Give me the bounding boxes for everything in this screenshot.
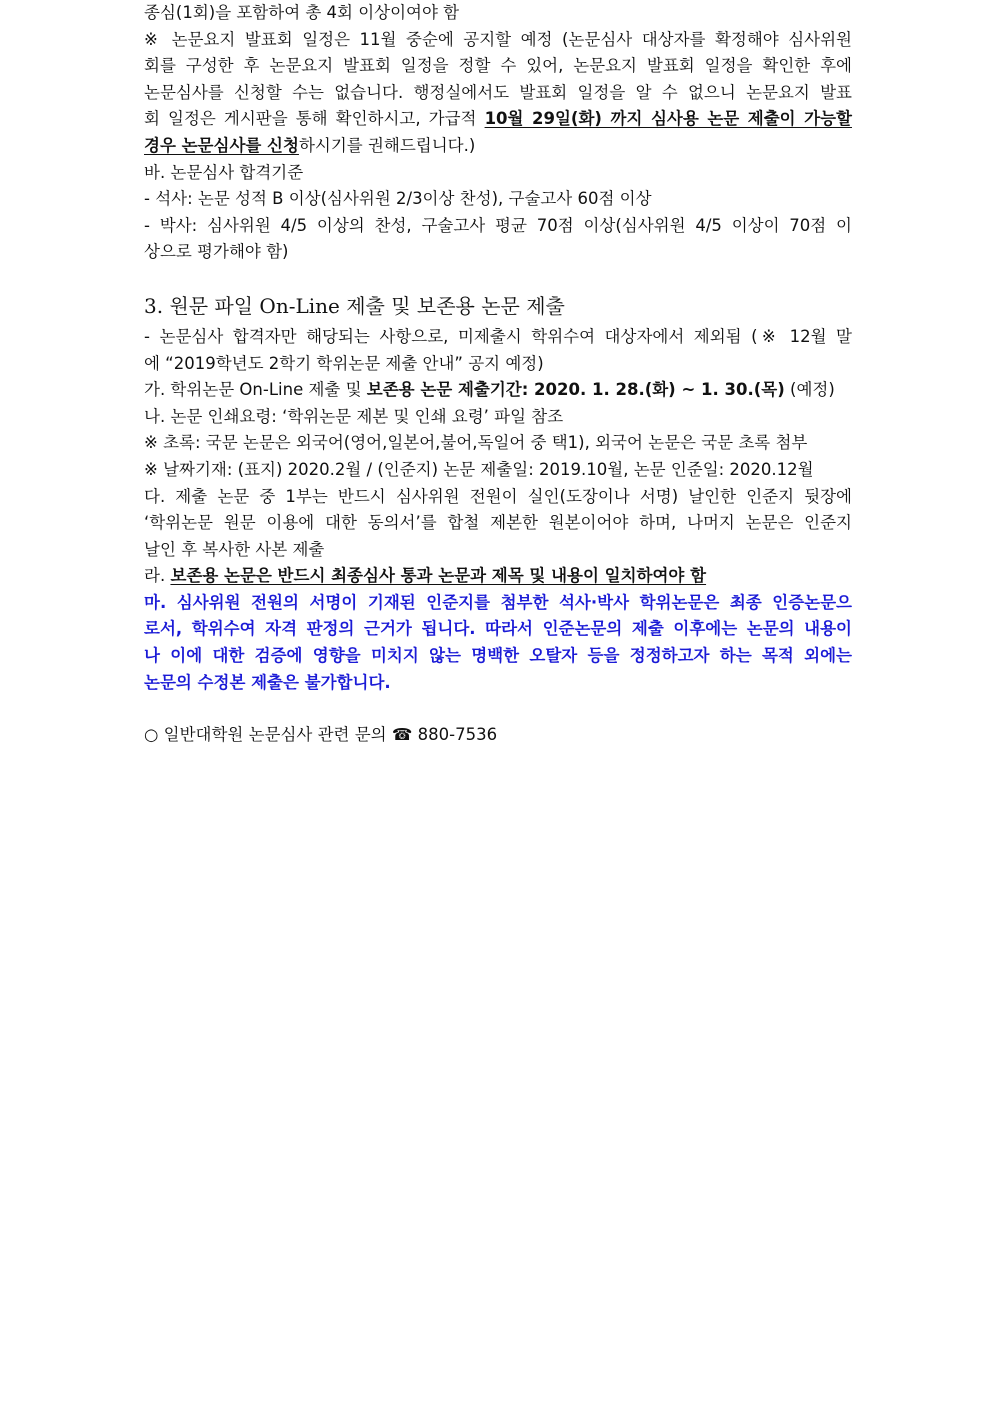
section-3-title: 3. 원문 파일 On-Line 제출 및 보존용 논문 제출 <box>144 293 565 318</box>
text-line-5-pre: 회 일정은 게시판을 통해 확인하시고, 가급적 <box>144 109 485 129</box>
text-line-4: 논문심사를 신청할 수는 없습니다. 행정실에서도 발표회 일정을 알 수 없으니 논문요지 발표 <box>144 82 852 102</box>
text-line-6-post: 하시기를 권해드립니다.) <box>298 135 476 155</box>
spacer <box>144 696 852 722</box>
doctor-criteria: - 박사: 심사위원 4/5 이상의 찬성, 구술고사 평균 70점 이상(심사위원 4/5 이상이 70점 이 <box>144 215 852 235</box>
document-page <box>144 0 852 749</box>
contact-phone: 880-7536 <box>412 725 498 745</box>
text-line-1: 종심(1회)을 포함하여 총 4회 이상이여야 함 <box>144 3 460 22</box>
master-criteria: - 석사: 논문 성적 B 이상(심사위원 2/3이상 찬성), 구술고사 60점 이상 <box>144 189 652 209</box>
apply-emphasis: 경우 논문심사를 신청 <box>144 135 299 155</box>
submission-period <box>144 377 852 404</box>
preservation-note <box>144 563 852 590</box>
contact-text: 일반대학원 논문심사 관련 문의 <box>158 725 392 745</box>
print-guide: 나. 논문 인쇄요령: ‘학위논문 제본 및 인쇄 요령’ 파일 참조 <box>144 406 564 426</box>
submission-period-label: 가. 학위논문 On-Line 제출 및 <box>144 380 367 400</box>
copy-note-1: 다. 제출 논문 중 1부는 반드시 심사위원 전원이 실인(도장이나 서명) 날인한 인준지 뒷장에 <box>144 486 852 506</box>
text-line-3: 회를 구성한 후 논문요지 발표회 일정을 정할 수 있어, 논문요지 발표회 일정을 확인한 후에 <box>144 56 852 76</box>
contact-line <box>144 722 852 749</box>
copy-note-2: ‘학위논문 원문 이용에 대한 동의서’를 합철 제본한 원본이어야 하며, 나머지 논문은 인준지 <box>144 513 852 533</box>
certification-note-3: 나 이에 대한 검증에 영향을 미치지 않는 명백한 오탈자 등을 정정하고자 하는 목적 외에는 <box>144 646 852 666</box>
text-line-2: ※ 논문요지 발표회 일정은 11월 중순에 공지할 예정 (논문심사 대상자를 확정해야 심사위원 <box>144 29 852 49</box>
certification-note-4: 논문의 수정본 제출은 불가합니다. <box>144 672 391 692</box>
doctor-criteria-cont: 상으로 평가해야 함) <box>144 242 289 262</box>
submission-period-note: (예정) <box>784 380 835 400</box>
phone-icon: ☎ <box>391 725 413 745</box>
certification-note-1: 마. 심사위원 전원의 서명이 기재된 인준지를 첨부한 석사·박사 학위논문은 최종 인증논문으 <box>144 592 852 612</box>
section-3-intro-1: - 논문심사 합격자만 해당되는 사항으로, 미제출시 학위수여 대상자에서 제외됨 (※ 12월 말 <box>144 326 852 346</box>
circle-bullet-icon: ○ <box>144 725 159 745</box>
submission-period-dates: 보존용 논문 제출기간: 2020. 1. 28.(화) ~ 1. 30.(목) <box>366 380 785 400</box>
section-3-intro-2: 에 “2019학년도 2학기 학위논문 제출 안내” 공지 예정) <box>144 353 544 373</box>
deadline-emphasis: 10월 29일(화) 까지 심사용 논문 제출이 가능할 <box>484 109 852 129</box>
certification-note-2: 로서, 학위수여 자격 판정의 근거가 됩니다. 따라서 인준논문의 제출 이후에는 논문의 내용이 <box>144 619 852 639</box>
preservation-emphasis: 보존용 논문은 반드시 최종심사 통과 논문과 제목 및 내용이 일치하여야 함 <box>170 566 707 586</box>
copy-note-3: 날인 후 복사한 사본 제출 <box>144 539 325 559</box>
pass-criteria-heading: 바. 논문심사 합격기준 <box>144 162 304 182</box>
date-note: ※ 날짜기재: (표지) 2020.2월 / (인준지) 논문 제출일: 2019.10월, 논문 인준일: 2020.12월 <box>144 459 814 479</box>
preservation-note-label: 라. <box>144 566 171 586</box>
text-line-6 <box>144 133 852 160</box>
abstract-note: ※ 초록: 국문 논문은 외국어(영어,일본어,불어,독일어 중 택1), 외국어 논문은 국문 초록 첨부 <box>144 433 808 453</box>
text-line-5 <box>144 106 852 133</box>
